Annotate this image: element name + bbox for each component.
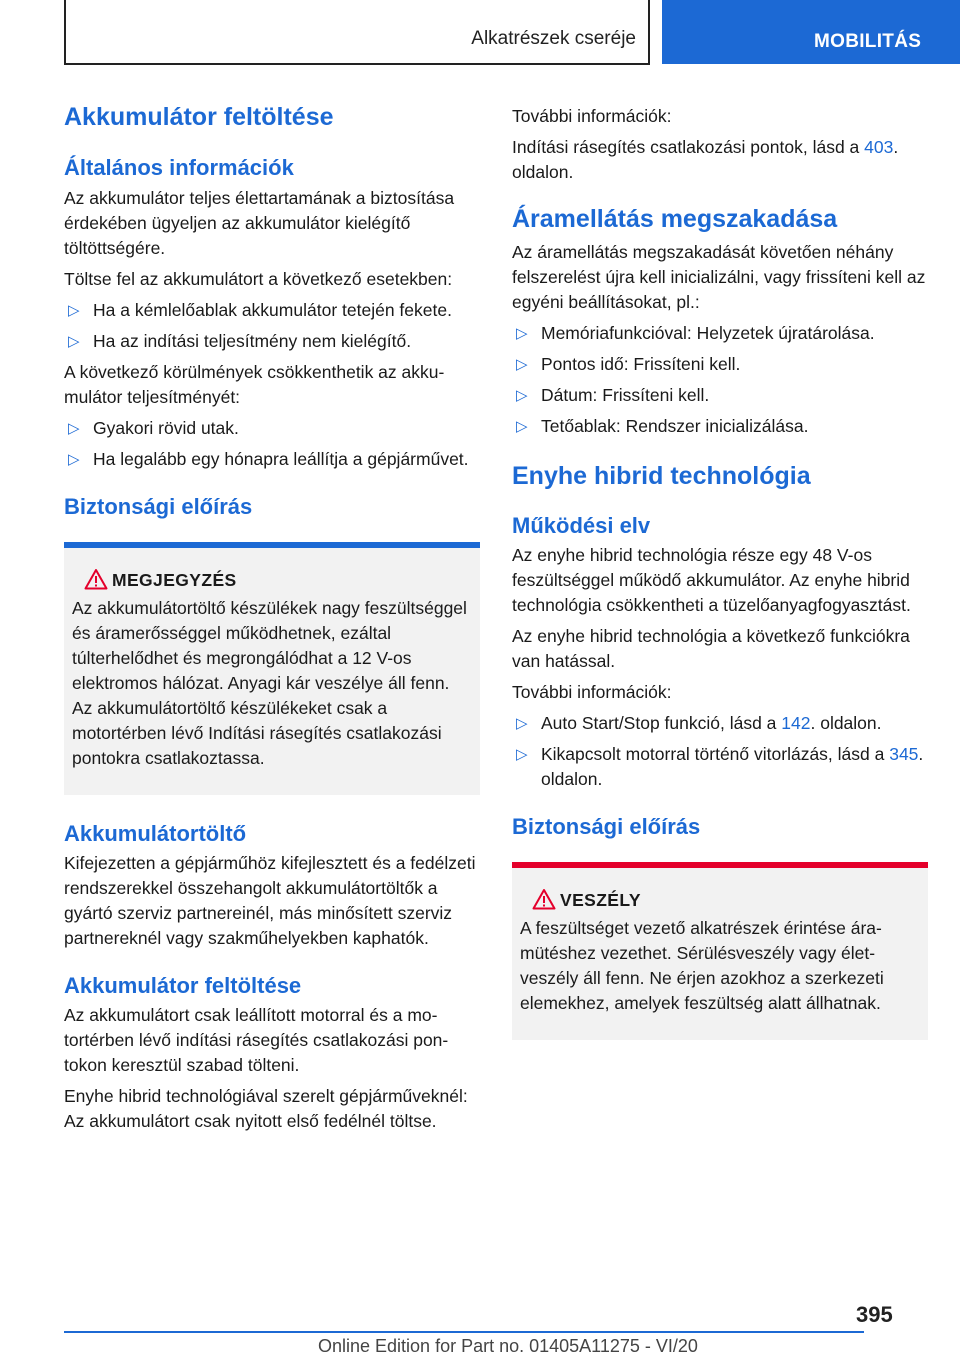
more-info-label: További információk: [512, 106, 672, 126]
section-title-mild-hybrid: Enyhe hibrid technológia [512, 462, 811, 490]
section-title-battery-charging: Akkumulátor feltöltése [64, 103, 334, 131]
heading-safety-2: Biztonsági előírás [512, 814, 701, 839]
triangle-right-icon: ▷ [68, 420, 80, 437]
triangle-right-icon: ▷ [68, 451, 80, 468]
charging-paragraph-1: Az akkumulátort csak leállított motorral és a motortérben lévő indítási rásegítés csatlakozási pontokon keresztül szabad tölteni. [64, 1005, 449, 1075]
notice-title: MEGJEGYZÉS [72, 568, 472, 592]
triangle-right-icon: ▷ [516, 418, 528, 435]
list-item: ▷ Auto Start/Stop funkció, lásd a 142. oldalon. [512, 711, 928, 736]
header-bottom-rule [64, 63, 650, 65]
list-item: ▷ Ha az indítási teljesítmény nem kielégítő. [64, 329, 480, 354]
notice-box [64, 542, 480, 795]
triangle-right-icon: ▷ [68, 333, 80, 350]
jump-start-reference: Indítási rásegítés csatlakozási pontok, lásd a 403. oldalon. [512, 137, 899, 182]
hybrid-reference-list [512, 711, 928, 792]
list-item: ▷ Ha legalább egy hónapra leállítja a gépjárművet. [64, 447, 480, 472]
triangle-right-icon: ▷ [68, 302, 80, 319]
danger-title: VESZÉLY [520, 888, 920, 912]
section-title-power-interruption: Áramellátás megszakadása [512, 205, 838, 233]
left-column [64, 100, 480, 1134]
list-item: ▷ Kikapcsolt motorral történő vitorlázás, lásd a 345. oldalon. [516, 744, 924, 789]
list-item: ▷ Pontos idő: Frissíteni kell. [512, 352, 928, 377]
list-item: ▷ Memóriafunkcióval: Helyzetek újratárolása. [512, 321, 928, 346]
reduce-list [64, 416, 480, 472]
heading-operating-principle: Működési elv [512, 513, 651, 538]
triangle-right-icon: ▷ [516, 746, 528, 763]
triangle-right-icon: ▷ [516, 715, 528, 732]
general-paragraph-2: Töltse fel az akkumulátort a következő esetekben: [64, 269, 453, 289]
heading-safety: Biztonsági előírás [64, 494, 253, 519]
heading-charging: Akkumulátor feltöltése [64, 973, 302, 998]
header-right-rule [648, 0, 650, 64]
warning-triangle-icon [532, 888, 556, 910]
triangle-right-icon: ▷ [516, 387, 528, 404]
header-section-title: Alkatrészek cseréje [471, 28, 636, 49]
power-paragraph: Az áramellátás megszakadását követően néhány felszerelést újra kell inicializálni, vagy frissíteni kell az egyéni beállításokat, pl.: [512, 242, 926, 312]
footer-edition: Online Edition for Part no. 01405A11275 - VI/20 [318, 1336, 698, 1356]
footer-rule [64, 1331, 864, 1333]
page-link-142[interactable]: 142 [781, 713, 811, 733]
charger-paragraph: Kifejezetten a gépjárműhöz kifejlesztett és a fedélzeti rendszerekkel összehangolt akkumulátortöltők a gyártó szerviz partnereinél, más minősített szerviz partnereknél vagy szakműhelyekben kaphatók. [64, 853, 476, 948]
warning-triangle-icon [84, 568, 108, 590]
danger-box [512, 862, 928, 1040]
reduce-paragraph: A következő körülmények csökkenthetik az akkumulátor teljesítményét: [64, 362, 445, 407]
right-column [512, 100, 928, 1040]
danger-text: A feszültséget vezető alkatrészek érintése áramütéshez vezethet. Sérülésveszély vagy életveszély áll fenn. Ne érjen azokhoz a szerkezeti elemekhez, amelyek feszültség alatt állhatnak. [520, 918, 884, 1013]
list-item: ▷ Gyakori rövid utak. [64, 416, 480, 441]
triangle-right-icon: ▷ [516, 325, 528, 342]
principle-paragraph-2: Az enyhe hibrid technológia a következő funkciókra van hatással. [512, 626, 910, 671]
general-paragraph-1: Az akkumulátor teljes élettartamának a biztosítása érdekében ügyeljen az akkumulátor kielégítő töltöttségére. [64, 188, 455, 258]
triangle-right-icon: ▷ [516, 356, 528, 373]
page-link-403[interactable]: 403 [864, 137, 894, 157]
power-list [512, 321, 928, 439]
heading-charger: Akkumulátortöltő [64, 821, 247, 846]
list-item: ▷ Tetőablak: Rendszer inicializálása. [512, 414, 928, 439]
list-item: ▷ Dátum: Frissíteni kell. [512, 383, 928, 408]
page-link-345[interactable]: 345 [889, 744, 919, 764]
more-info-label-2: További információk: [512, 682, 672, 702]
charge-cases-list [64, 298, 480, 354]
notice-text: Az akkumulátortöltő készülékek nagy feszültséggel és áramerősséggel működhetnek, ezáltal túlterhelődhet és megrongálódhat a 12 V-os elektromos hálózat. Anyagi kár veszélye áll fenn. Az akkumulátortöltő készülékeket csak a motortérben lévő Indítási rásegítés csatlakozási pontokra csatlakoztassa. [72, 598, 467, 768]
principle-paragraph-1: Az enyhe hibrid technológia része egy 48 V-os feszültséggel működő akkumulátor. Az enyhe hibrid technológia csökkentheti a tüzelőanyagfogyasztást. [512, 545, 911, 615]
heading-general-info: Általános információk [64, 155, 294, 180]
list-item: ▷ Ha a kémlelőablak akkumulátor tetején fekete. [64, 298, 480, 323]
charging-paragraph-2: Enyhe hibrid technológiával szerelt gépjárműveknél: Az akkumulátort csak nyitott első fedélnél töltse. [64, 1086, 468, 1131]
page-number: 395 [856, 1302, 893, 1327]
header-chapter-tab[interactable]: MOBILITÁS [662, 0, 960, 64]
